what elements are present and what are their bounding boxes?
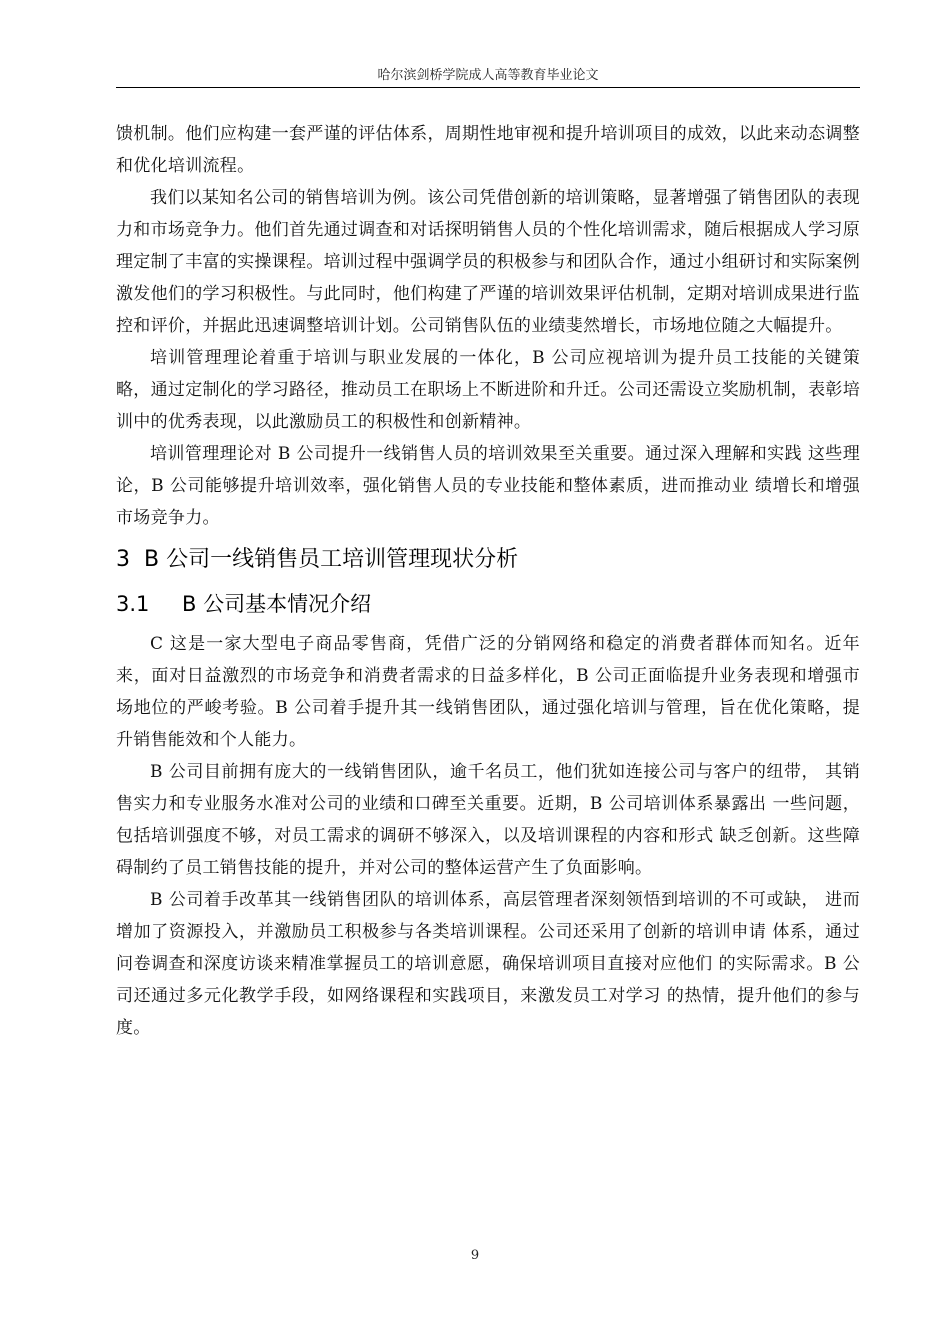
header-rule [116,87,860,88]
section-number: 3 [116,547,130,572]
subsection-number: 3.1 [116,592,150,616]
paragraph: 馈机制。他们应构建一套严谨的评估体系，周期性地审视和提升培训项目的成效，以此来动态调整和优化培训流程。 [116,124,860,176]
subsection-heading [116,584,860,624]
paragraph: B 公司目前拥有庞大的一线销售团队，逾千名员工，他们犹如连接公司与客户的纽带， 其销售实力和专业服务水准对公司的业绩和口碑至关重要。近期，B 公司培训体系暴露出 一些问题，包括培训强度不够，对员工需求的调研不够深入，以及培训课程的内容和形式 缺乏创新。这些障碍制约了员工销售技能的提升，并对公司的整体运营产生了负面影响。 [116,762,860,878]
section-heading [116,540,860,580]
section-title: B 公司一线销售员工培训管理现状分析 [144,547,519,572]
paragraph: B 公司着手改革其一线销售团队的培训体系，高层管理者深刻领悟到培训的不可或缺， 进而增加了资源投入，并激励员工积极参与各类培训课程。公司还采用了创新的培训申请 体系，通过问卷调查和深度访谈来精准掌握员工的培训意愿，确保培训项目直接对应他们 的实际需求。B 公司还通过多元化教学手段，如网络课程和实践项目，来激发员工对学习 的热情，提升他们的参与度。 [116,890,860,1038]
paragraph: 我们以某知名公司的销售培训为例。该公司凭借创新的培训策略，显著增强了销售团队的表现力和市场竞争力。他们首先通过调查和对话探明销售人员的个性化培训需求，随后根据成人学习原理定制了丰富的实操课程。培训过程中强调学员的积极参与和团队合作，通过小组研讨和实际案例激发他们的学习积极性。与此同时，他们构建了严谨的培训效果评估机制，定期对培训成果进行监控和评价，并据此迅速调整培训计划。公司销售队伍的业绩斐然增长，市场地位随之大幅提升。 [116,188,860,336]
page-number: 9 [470,1248,480,1263]
paragraph: C 这是一家大型电子商品零售商，凭借广泛的分销网络和稳定的消费者群体而知名。近年来，面对日益激烈的市场竞争和消费者需求的日益多样化，B 公司正面临提升业务表现和增强市场地位的严峻考验。B 公司着手提升其一线销售团队，通过强化培训与管理，旨在优化策略，提升销售能效和个人能力。 [116,634,860,750]
subsection-title: B 公司基本情况介绍 [182,592,372,616]
running-header: 哈尔滨剑桥学院成人高等教育毕业论文 [377,68,599,83]
paragraph: 培训管理理论着重于培训与职业发展的一体化，B 公司应视培训为提升员工技能的关键策略，通过定制化的学习路径，推动员工在职场上不断进阶和升迁。公司还需设立奖励机制，表彰培训中的优秀表现，以此激励员工的积极性和创新精神。 [116,348,860,432]
document-body [116,118,860,1044]
paragraph: 培训管理理论对 B 公司提升一线销售人员的培训效果至关重要。通过深入理解和实践 这些理论，B 公司能够提升培训效率，强化销售人员的专业技能和整体素质，进而推动业 绩增长和增强市场竞争力。 [116,444,860,528]
